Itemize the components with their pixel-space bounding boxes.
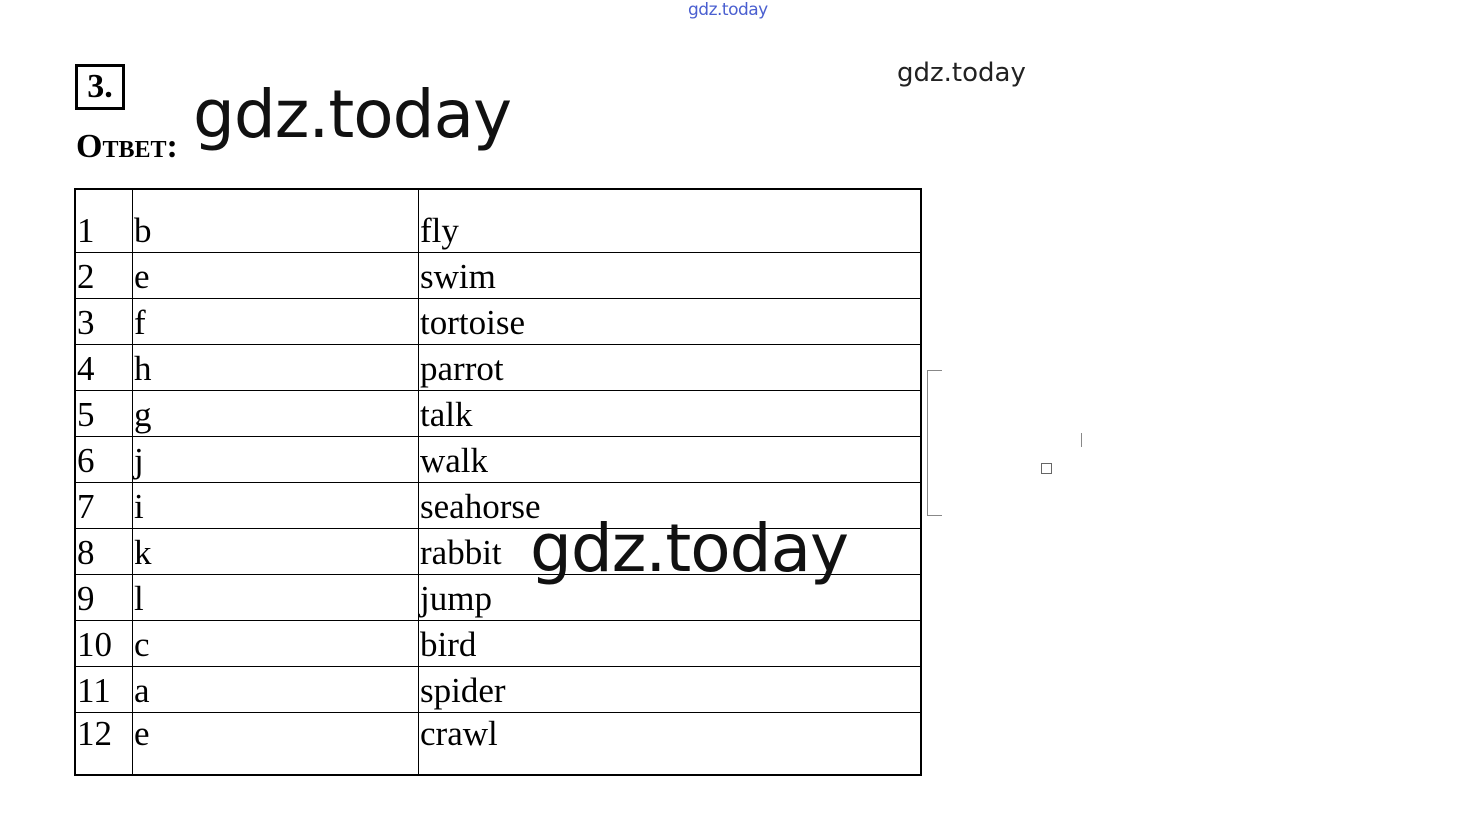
row-number-cell: 3 (75, 299, 133, 345)
word-cell: rabbit (419, 529, 922, 575)
word-cell: walk (419, 437, 922, 483)
word-cell: parrot (419, 345, 922, 391)
word-cell: bird (419, 621, 922, 667)
letter-cell: e (133, 713, 419, 776)
table-row (75, 345, 921, 391)
word-cell: talk (419, 391, 922, 437)
answers-table-body (75, 189, 921, 775)
row-number-cell: 6 (75, 437, 133, 483)
bracket-mark (927, 370, 942, 516)
answers-table (74, 188, 922, 776)
watermark-right: gdz.today (897, 58, 1026, 88)
square-mark (1041, 463, 1052, 474)
row-number-cell: 7 (75, 483, 133, 529)
letter-cell: c (133, 621, 419, 667)
word-cell: jump (419, 575, 922, 621)
row-number-cell: 5 (75, 391, 133, 437)
letter-cell: g (133, 391, 419, 437)
table-row (75, 391, 921, 437)
word-cell: spider (419, 667, 922, 713)
row-number-cell: 2 (75, 253, 133, 299)
letter-cell: j (133, 437, 419, 483)
row-number-cell: 10 (75, 621, 133, 667)
table-row (75, 189, 921, 253)
watermark-top: gdz.today (688, 0, 768, 20)
letter-cell: a (133, 667, 419, 713)
row-number-cell: 12 (75, 713, 133, 776)
word-cell: fly (419, 189, 922, 253)
word-cell: crawl (419, 713, 922, 776)
word-cell: seahorse (419, 483, 922, 529)
task-number: 3. (75, 64, 125, 110)
watermark-big: gdz.today (193, 76, 512, 153)
tick-mark (1081, 433, 1082, 447)
letter-cell: i (133, 483, 419, 529)
letter-cell: b (133, 189, 419, 253)
row-number-cell: 8 (75, 529, 133, 575)
table-row (75, 253, 921, 299)
table-row (75, 299, 921, 345)
letter-cell: k (133, 529, 419, 575)
row-number-cell: 9 (75, 575, 133, 621)
row-number-cell: 11 (75, 667, 133, 713)
letter-cell: f (133, 299, 419, 345)
letter-cell: l (133, 575, 419, 621)
letter-cell: h (133, 345, 419, 391)
table-row (75, 667, 921, 713)
watermark-middle: gdz.today (530, 510, 849, 587)
word-cell: swim (419, 253, 922, 299)
table-row (75, 621, 921, 667)
word-cell: tortoise (419, 299, 922, 345)
letter-cell: e (133, 253, 419, 299)
row-number-cell: 4 (75, 345, 133, 391)
table-row (75, 437, 921, 483)
row-number-cell: 1 (75, 189, 133, 253)
table-row (75, 713, 921, 776)
answer-label: Ответ: (76, 128, 178, 165)
